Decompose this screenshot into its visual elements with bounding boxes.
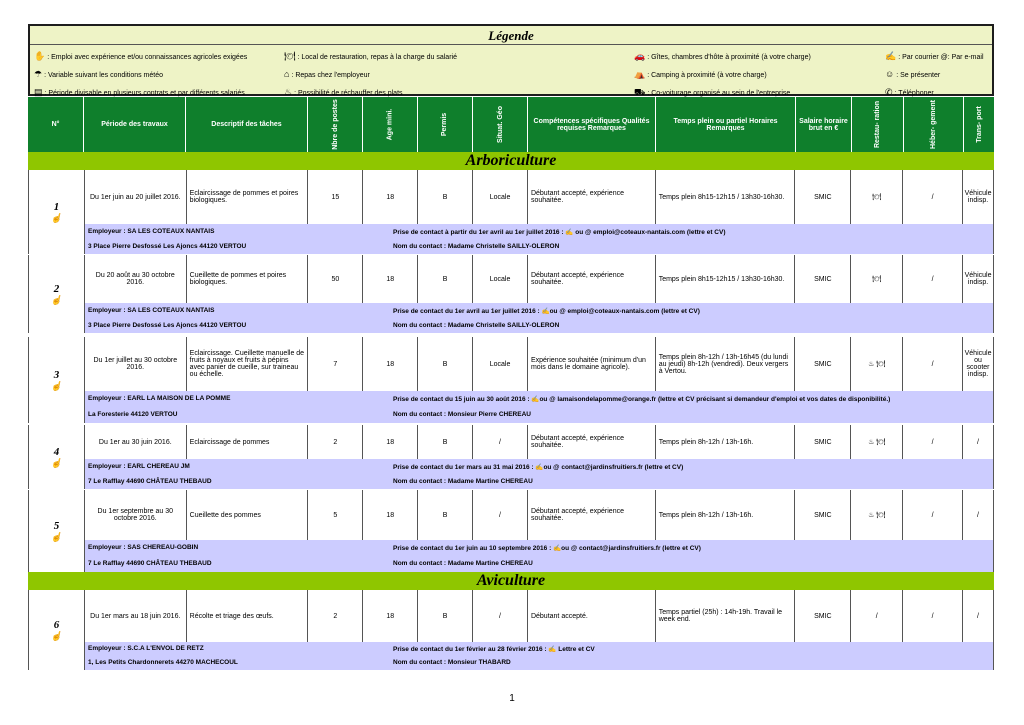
cell-postes xyxy=(308,170,363,224)
cell-periode xyxy=(85,170,187,224)
legend-text: : Gîtes, chambres d'hôte à proximité (à votre charge) xyxy=(647,54,811,61)
table-row xyxy=(28,425,994,489)
cell-competences xyxy=(528,337,656,391)
employer-name: Employeur : SA LES COTEAUX NANTAIS xyxy=(88,306,215,314)
legend-icon: ☺ xyxy=(885,69,895,79)
cell-postes-text: 15 xyxy=(331,193,340,201)
cell-salaire xyxy=(795,337,851,391)
cell-temps-text: Temps plein 8h15-12h15 / 13h30-16h30. xyxy=(658,275,785,283)
cell-temps xyxy=(656,170,796,224)
cell-competences xyxy=(528,255,656,303)
cell-temps xyxy=(656,255,796,303)
employer-address: 7 Le Rafflay 44690 CHÂTEAU THEBAUD xyxy=(88,560,212,567)
employer-block xyxy=(85,391,993,423)
cell-permis-text: B xyxy=(442,360,448,368)
cell-heber xyxy=(903,425,963,459)
legend-item xyxy=(885,69,940,79)
legend-item xyxy=(885,51,984,62)
cell-age xyxy=(363,170,418,224)
contact-name: Nom du contact : Madame Christelle SAILLY-OLERON xyxy=(393,321,560,329)
cell-competences-text: Débutant accepté, expérience souhaitée. xyxy=(530,190,624,204)
cell-competences-text: Débutant accepté, expérience souhaitée. xyxy=(530,435,624,449)
legend-text: : Emploi avec expérience et/ou connaissances agricoles exigées xyxy=(47,54,248,61)
cell-restau-text: ♨ 🍽 xyxy=(868,439,886,446)
cell-situat xyxy=(473,590,528,642)
cell-transport-text: / xyxy=(977,511,979,519)
cell-periode-text: Du 1er au 30 juin 2016. xyxy=(98,438,172,446)
cell-age xyxy=(363,490,418,540)
section-arboriculture: Arboriculture xyxy=(28,152,994,170)
cell-periode xyxy=(85,337,187,391)
hand-icon: ☝ xyxy=(50,380,63,391)
legend-text: : Co-voiturage organisé au sein de l'entreprise xyxy=(647,90,791,97)
employer-block xyxy=(85,540,993,572)
cell-heber xyxy=(903,590,963,642)
cell-descriptif-text: Eclaircissage de pommes xyxy=(189,438,270,446)
legend-item xyxy=(284,51,457,62)
legend-icon: 🚗 xyxy=(634,51,646,61)
cell-heber-text: / xyxy=(931,275,934,283)
cell-permis xyxy=(418,490,473,540)
cell-competences-text: Débutant accepté, expérience souhaitée. xyxy=(530,272,624,286)
cell-descriptif-text: Eclaircissage de pommes et poires biologiques. xyxy=(189,190,299,204)
hand-icon: ☝ xyxy=(50,630,63,641)
table-row xyxy=(28,490,994,572)
cell-descriptif-text: Récolte et triage des œufs. xyxy=(189,612,274,620)
cell-postes xyxy=(308,425,363,459)
legend-icon: ⛟ xyxy=(634,87,646,97)
cell-salaire-text: SMIC xyxy=(814,511,832,519)
cell-periode-text: Du 1er juillet au 30 octobre 2016. xyxy=(93,357,178,371)
cell-temps xyxy=(656,337,796,391)
cell-competences-text: Débutant accepté, expérience souhaitée. xyxy=(530,508,624,522)
legend-icon: ✍ xyxy=(885,51,897,61)
table-header xyxy=(28,97,994,152)
legend-text: : Variable suivant les conditions météo xyxy=(44,72,164,79)
cell-heber xyxy=(903,490,963,540)
cell-transport-text: / xyxy=(977,612,979,620)
table-row xyxy=(28,255,994,333)
cell-periode-text: Du 20 août au 30 octobre 2016. xyxy=(95,272,175,286)
legend-box xyxy=(28,24,994,96)
cell-permis-text: B xyxy=(442,511,448,519)
cell-situat xyxy=(473,170,528,224)
cell-postes-text: 2 xyxy=(333,438,338,446)
cell-heber-text: / xyxy=(931,511,934,519)
cell-salaire xyxy=(795,170,851,224)
cell-age-text: 18 xyxy=(386,193,395,201)
cell-salaire-text: SMIC xyxy=(814,360,832,368)
legend-icon: ✋ xyxy=(34,51,46,61)
cell-age xyxy=(363,425,418,459)
header-num: N° xyxy=(28,97,84,152)
cell-descriptif xyxy=(187,490,309,540)
employer-address: 3 Place Pierre Desfossé Les Ajoncs 44120 VERTOU xyxy=(88,321,247,329)
cell-restau xyxy=(851,170,903,224)
cell-descriptif xyxy=(187,590,309,642)
legend-title: Légende xyxy=(30,28,992,45)
header-situat: Situat. Géo xyxy=(473,97,528,152)
cell-competences-text: Expérience souhaitée (minimum d'un mois dans le domaine agricole). xyxy=(530,357,646,371)
hand-icon: ☝ xyxy=(50,294,63,305)
row-number xyxy=(29,337,85,423)
cell-salaire-text: SMIC xyxy=(814,275,832,283)
cell-descriptif-text: Cueillette des pommes xyxy=(189,511,261,519)
employer-name: Employeur : SAS CHEREAU-GOBIN xyxy=(88,544,199,551)
legend-icon: ♨ xyxy=(284,87,293,97)
cell-transport xyxy=(963,425,993,459)
cell-age-text: 18 xyxy=(386,275,395,283)
cell-heber-text: / xyxy=(931,438,934,446)
cell-competences xyxy=(528,425,656,459)
contact-name: Nom du contact : Monsieur Pierre CHEREAU xyxy=(393,411,531,418)
legend-icon: ☂ xyxy=(34,69,43,79)
cell-temps-text: Temps plein 8h-12h / 13h-16h45 (du lundi au jeudi) 8h-12h (vendredi). Deux vergers à Vertou. xyxy=(658,353,789,375)
cell-age-text: 18 xyxy=(386,511,395,519)
cell-salaire xyxy=(795,490,851,540)
legend-text: : Camping à proximité (à votre charge) xyxy=(647,72,767,79)
legend-icon: ▤ xyxy=(34,87,43,97)
row-number-text: 6 xyxy=(53,618,60,631)
cell-situat xyxy=(473,337,528,391)
cell-situat xyxy=(473,255,528,303)
cell-salaire xyxy=(795,425,851,459)
contact-info: Prise de contact du 1er juin au 10 septembre 2016 : ✍ou @ contact@jardinsfruitiers.fr (lettre et CV) xyxy=(393,545,701,552)
cell-postes-text: 2 xyxy=(333,612,338,620)
header-trans: Trans- port xyxy=(975,106,983,143)
employer-block xyxy=(85,459,993,489)
cell-salaire-text: SMIC xyxy=(814,193,832,201)
legend-item xyxy=(634,51,811,62)
cell-restau-text: 🍽 xyxy=(872,194,882,201)
cell-transport-text: Véhicule indisp. xyxy=(964,190,992,204)
employer-name: Employeur : EARL CHEREAU JM xyxy=(88,462,190,470)
employer-address: 7 Le Rafflay 44690 CHÂTEAU THEBAUD xyxy=(88,477,212,485)
legend-icon: ⛺ xyxy=(634,69,646,79)
employer-name: Employeur : S.C.A L'ENVOL DE RETZ xyxy=(88,645,204,652)
cell-restau xyxy=(851,425,903,459)
contact-info: Prise de contact du 15 juin au 30 août 2016 : ✍ou @ lamaisondelapomme@orange.fr (lettre et CV précisant si demandeur d'emploi et vos dates de disponibilité.) xyxy=(393,396,891,403)
cell-restau xyxy=(851,490,903,540)
cell-restau-text: 🍽 xyxy=(872,276,882,283)
contact-info: Prise de contact à partir du 1er avril au 1er juillet 2016 : ✍ ou @ emploi@coteaux-nantais.com (lettre et CV) xyxy=(393,228,726,236)
cell-descriptif-text: Cueillette de pommes et poires biologiques. xyxy=(189,272,287,286)
cell-heber xyxy=(903,337,963,391)
cell-heber-text: / xyxy=(931,360,934,368)
section-aviculture: Aviculture xyxy=(28,572,994,590)
contact-name: Nom du contact : Madame Christelle SAILLY-OLERON xyxy=(393,242,560,250)
employer-block xyxy=(85,642,993,670)
legend-item xyxy=(34,69,163,80)
cell-transport xyxy=(963,490,993,540)
cell-age xyxy=(363,337,418,391)
cell-permis-text: B xyxy=(442,193,448,201)
legend-text: : Repas chez l'employeur xyxy=(291,72,370,79)
cell-descriptif xyxy=(187,255,309,303)
header-postes: Nbre de postes xyxy=(308,97,363,152)
employer-address: La Foresterie 44120 VERTOU xyxy=(88,411,178,418)
header-age: Age mini. xyxy=(363,97,418,152)
cell-salaire xyxy=(795,255,851,303)
cell-postes xyxy=(308,590,363,642)
cell-competences xyxy=(528,170,656,224)
employer-address: 3 Place Pierre Desfossé Les Ajoncs 44120 VERTOU xyxy=(88,242,247,250)
cell-temps xyxy=(656,590,796,642)
header-restau: Restau- ration xyxy=(852,97,904,152)
cell-postes-text: 7 xyxy=(333,360,338,368)
cell-situat-text: Locale xyxy=(489,275,511,283)
cell-age xyxy=(363,590,418,642)
row-number xyxy=(29,170,85,254)
table-row xyxy=(28,170,994,254)
cell-transport-text: Véhicule indisp. xyxy=(964,272,992,286)
row-number xyxy=(29,425,85,489)
cell-salaire-text: SMIC xyxy=(814,612,832,620)
hand-icon: ☝ xyxy=(50,531,63,542)
header-permis: Permis xyxy=(418,97,473,152)
cell-temps-text: Temps plein 8h-12h / 13h-16h. xyxy=(658,511,754,519)
row-number xyxy=(29,490,85,572)
row-number xyxy=(29,590,85,670)
cell-situat-text: / xyxy=(499,511,501,519)
cell-competences xyxy=(528,590,656,642)
cell-permis xyxy=(418,337,473,391)
cell-periode xyxy=(85,425,187,459)
cell-heber-text: / xyxy=(931,193,934,201)
contact-name: Nom du contact : Madame Martine CHEREAU xyxy=(393,477,533,485)
row-number-text: 5 xyxy=(53,519,60,532)
legend-item xyxy=(634,69,767,80)
cell-permis-text: B xyxy=(442,275,448,283)
cell-situat-text: / xyxy=(499,438,501,446)
cell-salaire xyxy=(795,590,851,642)
cell-restau-text: ♨ 🍽 xyxy=(868,512,886,519)
cell-descriptif-text: Eclaircissage. Cueillette manuelle de fruits à noyaux et fruits à pépins avec panier de cueille, sur traineau ou échelle. xyxy=(189,350,305,378)
employer-address: 1, Les Petits Chardonnerets 44270 MACHECOUL xyxy=(88,659,238,666)
cell-transport xyxy=(963,337,993,391)
cell-temps-text: Temps plein 8h-12h / 13h-16h. xyxy=(658,438,754,446)
table-row xyxy=(28,590,994,670)
cell-periode-text: Du 1er juin au 20 juillet 2016. xyxy=(89,193,181,201)
row-number xyxy=(29,255,85,333)
cell-postes-text: 5 xyxy=(333,511,338,519)
cell-temps-text: Temps partiel (25h) : 14h-19h. Travail le week end. xyxy=(658,609,783,623)
cell-descriptif xyxy=(187,337,309,391)
cell-age xyxy=(363,255,418,303)
cell-transport xyxy=(963,255,993,303)
contact-name: Nom du contact : Madame Martine CHEREAU xyxy=(393,560,533,567)
legend-icon: ✆ xyxy=(885,87,893,97)
legend-icon: 🍽 xyxy=(284,51,296,61)
cell-descriptif xyxy=(187,170,309,224)
cell-periode-text: Du 1er mars au 18 juin 2016. xyxy=(90,612,181,620)
cell-restau xyxy=(851,590,903,642)
employer-name: Employeur : EARL LA MAISON DE LA POMME xyxy=(88,395,231,402)
contact-info: Prise de contact du 1er février au 28 février 2016 : ✍ Lettre et CV xyxy=(393,646,595,653)
cell-age-text: 18 xyxy=(386,438,395,446)
cell-heber-text: / xyxy=(931,612,934,620)
cell-transport xyxy=(963,170,993,224)
cell-permis xyxy=(418,590,473,642)
cell-age-text: 18 xyxy=(386,612,395,620)
row-number-text: 1 xyxy=(53,200,60,213)
header-temps: Temps plein ou partiel Horaires Remarques xyxy=(656,97,796,152)
legend-text: : Période divisable en plusieurs contrats et par différents salariés xyxy=(44,90,245,97)
cell-situat-text: Locale xyxy=(489,193,511,201)
cell-permis-text: B xyxy=(442,612,448,620)
employer-name: Employeur : SA LES COTEAUX NANTAIS xyxy=(88,227,215,235)
cell-restau xyxy=(851,337,903,391)
cell-restau-text: ♨ 🍽 xyxy=(868,361,886,368)
row-number-text: 2 xyxy=(53,282,60,295)
employer-block xyxy=(85,303,993,333)
header-descriptif: Descriptif des tâches xyxy=(186,97,308,152)
legend-text: : Téléphoner xyxy=(894,90,934,97)
cell-competences xyxy=(528,490,656,540)
cell-periode xyxy=(85,490,187,540)
cell-postes xyxy=(308,490,363,540)
row-number-text: 4 xyxy=(53,445,60,458)
cell-temps-text: Temps plein 8h15-12h15 / 13h30-16h30. xyxy=(658,193,785,201)
legend-item xyxy=(284,69,370,79)
cell-descriptif xyxy=(187,425,309,459)
header-competences: Compétences spécifiques Qualités requises Remarques xyxy=(528,97,656,152)
contact-info: Prise de contact du 1er avril au 1er juillet 2016 : ✍ou @ emploi@coteaux-nantais.com (lettre et CV) xyxy=(393,307,700,315)
cell-heber xyxy=(903,170,963,224)
cell-periode xyxy=(85,590,187,642)
employer-block xyxy=(85,224,993,254)
cell-transport-text: / xyxy=(977,438,979,446)
row-number-text: 3 xyxy=(53,368,60,381)
legend-icon: ⌂ xyxy=(284,69,290,79)
table-row xyxy=(28,337,994,423)
cell-temps xyxy=(656,490,796,540)
cell-postes-text: 50 xyxy=(331,275,340,283)
cell-situat-text: Locale xyxy=(489,360,511,368)
cell-permis-text: B xyxy=(442,438,448,446)
legend-text: : Se présenter xyxy=(896,72,941,79)
cell-permis xyxy=(418,425,473,459)
header-salaire: Salaire horaire brut en € xyxy=(796,97,852,152)
cell-periode-text: Du 1er septembre au 30 octobre 2016. xyxy=(97,508,174,522)
cell-competences-text: Débutant accepté. xyxy=(530,612,588,620)
cell-situat xyxy=(473,490,528,540)
cell-heber xyxy=(903,255,963,303)
cell-age-text: 18 xyxy=(386,360,395,368)
cell-postes xyxy=(308,337,363,391)
hand-icon: ☝ xyxy=(50,457,63,468)
legend-text: : Local de restauration, repas à la charge du salarié xyxy=(297,54,457,61)
header-heber: Héber- gement xyxy=(904,97,964,152)
cell-transport-text: Véhicule ou scooter indisp. xyxy=(964,350,992,378)
legend-text: : Possibilité de réchauffer des plats xyxy=(294,90,403,97)
cell-salaire-text: SMIC xyxy=(814,438,832,446)
page-number: 1 xyxy=(509,693,515,704)
hand-icon: ☝ xyxy=(50,212,63,223)
legend-item xyxy=(34,51,247,62)
cell-restau xyxy=(851,255,903,303)
contact-info: Prise de contact du 1er mars au 31 mai 2016 : ✍ou @ contact@jardinsfruitiers.fr (lettre et CV) xyxy=(393,463,684,471)
cell-periode xyxy=(85,255,187,303)
cell-situat-text: / xyxy=(499,612,501,620)
cell-situat xyxy=(473,425,528,459)
legend-text: : Par courrier @: Par e-mail xyxy=(898,54,984,61)
cell-transport xyxy=(963,590,993,642)
cell-permis xyxy=(418,255,473,303)
cell-postes xyxy=(308,255,363,303)
contact-name: Nom du contact : Monsieur THABARD xyxy=(393,659,511,666)
cell-temps xyxy=(656,425,796,459)
cell-restau-text: / xyxy=(875,612,878,620)
cell-permis xyxy=(418,170,473,224)
header-periode: Période des travaux xyxy=(84,97,186,152)
